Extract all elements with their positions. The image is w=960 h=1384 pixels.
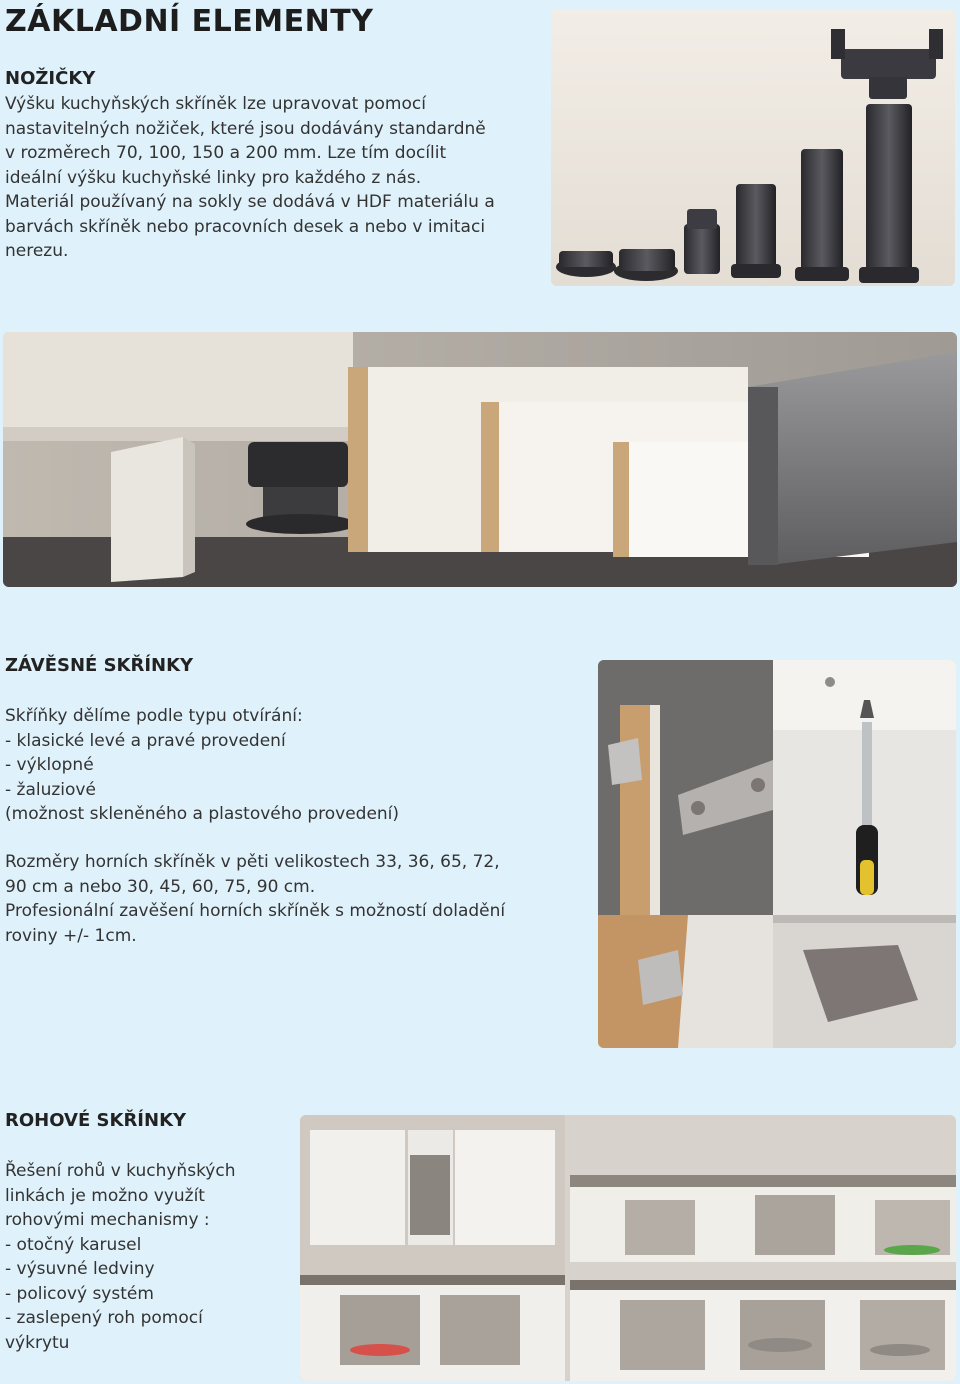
text-line: roviny +/- 1cm. <box>5 925 137 946</box>
text-line: rohovými mechanismy : <box>5 1210 210 1230</box>
text-line: - výklopné <box>5 755 94 775</box>
corner-mechanisms-photo <box>300 1115 956 1381</box>
nozicky-text <box>5 92 495 264</box>
text-line: linkách je možno využít <box>5 1185 205 1206</box>
plinths-photo <box>3 332 957 587</box>
text-line: (možnost skleněného a plastového provedení) <box>5 804 400 824</box>
text-line: ideální výšku kuchyňské linky pro každého z nás. <box>5 167 422 188</box>
text-line: 90 cm a nebo 30, 45, 60, 75, 90 cm. <box>5 876 316 897</box>
text-line: Výšku kuchyňských skříněk lze upravovat pomocí <box>5 94 426 114</box>
rohove-text <box>5 1159 236 1355</box>
text-line: - zaslepený roh pomocí <box>5 1308 203 1328</box>
text-line: v rozměrech 70, 100, 150 a 200 mm. Lze tím docílit <box>5 143 447 163</box>
page-title: ZÁKLADNÍ ELEMENTY <box>5 4 374 39</box>
text-line: výkrytu <box>5 1332 70 1353</box>
text-line: - otočný karusel <box>5 1234 142 1255</box>
text-line: - policový systém <box>5 1283 154 1304</box>
text-line: Materiál používaný na sokly se dodává v HDF materiálu a <box>5 192 495 212</box>
zavesne-text-opening-types <box>5 704 399 827</box>
adjustable-legs-photo <box>551 9 955 286</box>
text-line: nastavitelných nožiček, které jsou dodávány standardně <box>5 118 486 139</box>
text-line: barvách skříněk nebo pracovních desek a nebo v imitaci <box>5 216 486 237</box>
section-heading-nozicky: NOŽIČKY <box>5 68 96 89</box>
text-line: Skříňky dělíme podle typu otvírání: <box>5 706 303 726</box>
zavesne-text-dimensions <box>5 850 505 948</box>
text-line: - žaluziové <box>5 779 96 800</box>
wall-cabinet-hanging-photo <box>598 660 956 1048</box>
text-line: Řešení rohů v kuchyňských <box>5 1161 236 1181</box>
text-line: Profesionální zavěšení horních skříněk s možností doladění <box>5 901 506 921</box>
text-line: - výsuvné ledviny <box>5 1259 155 1279</box>
text-line: Rozměry horních skříněk v pěti velikostech 33, 36, 65, 72, <box>5 852 500 872</box>
section-heading-rohove: ROHOVÉ SKŘÍNKY <box>5 1110 187 1131</box>
text-line: - klasické levé a pravé provedení <box>5 730 286 751</box>
section-heading-zavesne: ZÁVĚSNÉ SKŘÍNKY <box>5 655 194 676</box>
text-line: nerezu. <box>5 241 69 261</box>
